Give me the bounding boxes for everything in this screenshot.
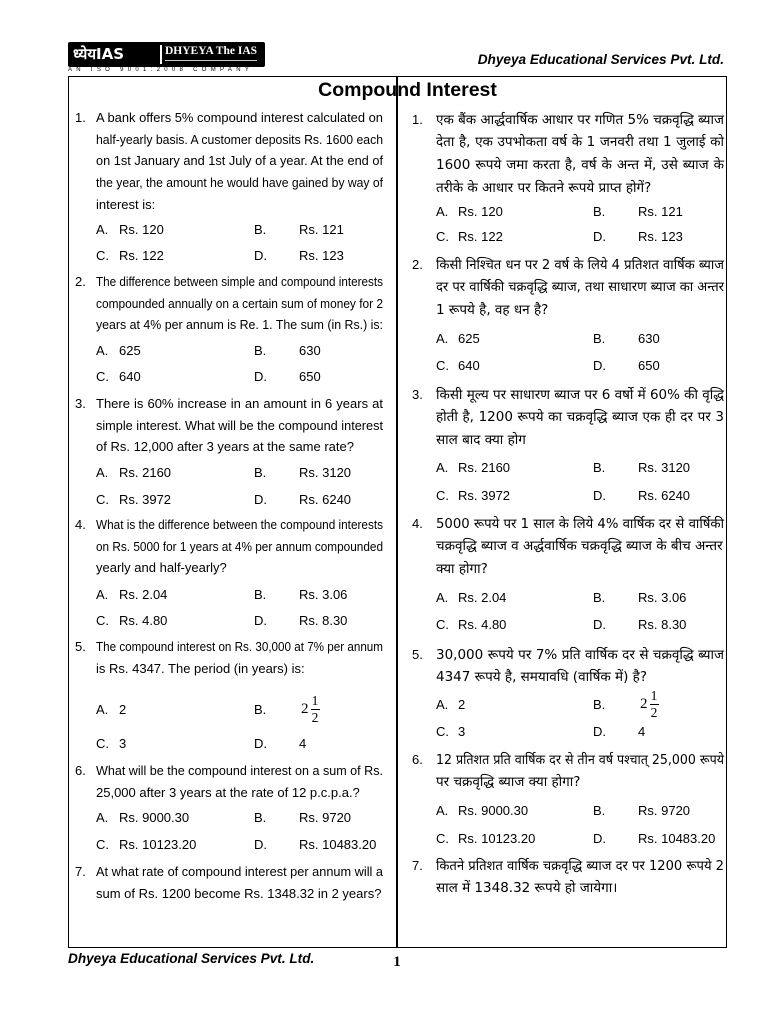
question-text-line xyxy=(96,150,383,172)
option-a xyxy=(436,201,543,223)
option-value: Rs. 122 xyxy=(458,228,503,244)
question-2 xyxy=(398,254,726,377)
option-d xyxy=(593,485,723,507)
option-label: A. xyxy=(436,802,449,818)
question-text: half-yearly basis. A customer deposits Rs. 1600 each xyxy=(96,131,383,147)
option-value: 630 xyxy=(299,342,321,358)
option-value: 625 xyxy=(458,330,480,346)
option-b xyxy=(593,201,723,223)
option-value: Rs. 8.30 xyxy=(299,612,348,628)
option-value: Rs. 123 xyxy=(299,247,344,263)
question-number: 6. xyxy=(75,763,86,779)
question-text-line xyxy=(96,415,383,437)
question-text: yearly and half-yearly? xyxy=(96,560,227,576)
option-c xyxy=(436,226,543,248)
option-value: 630 xyxy=(638,330,660,346)
option-label: C. xyxy=(436,723,449,739)
question-text-line xyxy=(436,109,724,132)
question-text-line xyxy=(96,107,383,129)
option-value: Rs. 8.30 xyxy=(638,616,687,632)
question-number: 1. xyxy=(75,110,86,126)
question-text: interest is: xyxy=(96,196,156,212)
question-text-line xyxy=(96,760,383,782)
dhyeya-ias-logo xyxy=(68,42,265,67)
fraction xyxy=(311,694,320,725)
option-label: D. xyxy=(254,612,267,628)
option-value: Rs. 10483.20 xyxy=(638,830,716,846)
option-value: Rs. 3.06 xyxy=(638,589,687,605)
question-number: 7. xyxy=(75,864,86,880)
option-value: Rs. 3972 xyxy=(458,487,511,503)
option-b xyxy=(254,340,384,362)
option-label: D. xyxy=(254,735,267,751)
option-value: 650 xyxy=(299,368,321,384)
question-6 xyxy=(398,749,726,850)
question-text: 1 रूपये है, वह धन है? xyxy=(436,302,549,319)
option-d xyxy=(254,610,384,632)
option-label: C. xyxy=(96,836,109,852)
option-d xyxy=(593,721,723,743)
question-number: 4. xyxy=(412,515,423,531)
question-1 xyxy=(398,109,726,248)
question-text: किसी मूल्य पर साधारण ब्याज पर 6 वर्षो में 60% की वृद्धि xyxy=(436,386,724,403)
option-value: Rs. 121 xyxy=(299,221,344,237)
option-label: C. xyxy=(436,487,449,503)
question-text: simple interest. What will be the compound interest xyxy=(96,417,383,433)
option-label: B. xyxy=(593,802,606,818)
option-value: 3 xyxy=(458,723,466,739)
option-b xyxy=(254,692,384,728)
option-a xyxy=(436,457,543,479)
option-value: Rs. 3120 xyxy=(638,459,691,475)
option-label: C. xyxy=(96,491,109,507)
question-number: 2. xyxy=(412,256,423,272)
question-text-line xyxy=(436,429,724,452)
question-text: होती है, 1200 रूपये का चक्रवृद्धि ब्याज एक ही दर पर 3 xyxy=(436,409,724,426)
question-text: A bank offers 5% compound interest calculated on xyxy=(96,110,383,126)
fraction-whole: 2 xyxy=(301,701,309,718)
option-c xyxy=(436,355,543,377)
option-label: B. xyxy=(593,589,606,605)
option-label: C. xyxy=(96,247,109,263)
question-6 xyxy=(68,760,396,856)
logo-divider xyxy=(160,45,162,64)
question-text: किसी निश्चित धन पर 2 वर्ष के लिये 4 प्रतिशत वार्षिक ब्याज xyxy=(436,256,724,273)
question-text: 4347 रूपये है, समयावधि (वार्षिक में) है? xyxy=(436,669,647,686)
question-text-line xyxy=(96,194,383,216)
option-value: Rs. 10483.20 xyxy=(299,836,377,852)
option-label: C. xyxy=(436,830,449,846)
question-number: 1. xyxy=(412,111,423,127)
question-text-line xyxy=(436,276,724,299)
option-label: B. xyxy=(254,586,267,602)
option-a xyxy=(96,807,204,829)
question-text: एक बैंक आर्द्धवार्षिक आधार पर गणित 5% चक्रवृद्धि ब्याज xyxy=(436,111,724,128)
question-text-line xyxy=(96,557,383,579)
option-value: 625 xyxy=(119,342,141,358)
hindi-column xyxy=(398,77,726,947)
option-c xyxy=(436,721,543,743)
question-text: The compound interest on Rs. 30,000 at 7% per annum xyxy=(96,639,383,655)
page-number: 1 xyxy=(393,954,401,970)
question-text-line xyxy=(96,129,383,151)
question-text: साल बाद क्या होग xyxy=(436,432,526,449)
option-label: B. xyxy=(593,330,606,346)
option-label: C. xyxy=(96,612,109,628)
option-b xyxy=(254,462,384,484)
question-text-line xyxy=(436,299,724,322)
option-label: B. xyxy=(593,203,606,219)
question-text-line xyxy=(96,271,383,293)
footer-company-name: Dhyeya Educational Services Pvt. Ltd. xyxy=(68,951,315,966)
question-7 xyxy=(398,855,726,901)
option-label: D. xyxy=(593,487,606,503)
option-a xyxy=(436,800,543,822)
option-d xyxy=(254,834,384,856)
question-text: 5000 रूपये पर 1 साल के लिये 4% वार्षिक दर से वार्षिकी xyxy=(436,515,724,532)
question-text-line xyxy=(96,293,383,315)
option-label: C. xyxy=(436,228,449,244)
option-label: B. xyxy=(254,342,267,358)
option-b xyxy=(254,219,384,241)
question-text: of Rs. 12,000 after 3 years at the same rate? xyxy=(96,439,354,455)
logo-certification-text: AN ISO 9001:2008 COMPANY xyxy=(68,67,254,73)
fraction-denominator: 2 xyxy=(311,710,319,726)
question-text: चक्रवृद्धि ब्याज व अर्द्धवार्षिक चक्रवृद्धि ब्याज के बीच अन्तर xyxy=(436,538,723,555)
header-company-name: Dhyeya Educational Services Pvt. Ltd. xyxy=(477,52,724,67)
question-text: What is the difference between the compound interests xyxy=(96,517,383,533)
option-value: 3 xyxy=(119,735,127,751)
option-label: C. xyxy=(436,616,449,632)
question-text: दर पर वार्षिकी चक्रवृद्धि ब्याज, तथा साधारण ब्याज का अन्तर xyxy=(436,279,724,296)
question-text: 25,000 after 3 years at the rate of 12 p.c.p.a.? xyxy=(96,784,360,800)
question-text-line xyxy=(96,782,383,804)
fraction xyxy=(650,689,659,720)
question-text-line xyxy=(436,877,724,900)
option-c xyxy=(436,828,543,850)
option-c xyxy=(96,834,204,856)
question-text: क्या होगा? xyxy=(436,561,488,578)
option-a xyxy=(96,692,204,728)
option-value: Rs. 10123.20 xyxy=(119,836,197,852)
question-text-line xyxy=(436,749,724,772)
question-text: 12 प्रतिशत प्रति वार्षिक दर से तीन वर्ष पश्चात् 25,000 रूपये xyxy=(436,751,724,768)
question-text-line xyxy=(96,536,383,558)
option-label: A. xyxy=(436,330,449,346)
question-text: पर चक्रवृद्धि ब्याज क्या होगा? xyxy=(436,774,581,791)
option-c xyxy=(436,614,543,636)
question-3 xyxy=(398,384,726,507)
question-text-line xyxy=(436,254,724,277)
page-title: Compound Interest xyxy=(318,79,497,101)
option-label: A. xyxy=(96,809,109,825)
question-text-line xyxy=(96,436,383,458)
option-a xyxy=(96,462,204,484)
question-number: 2. xyxy=(75,274,86,290)
option-d xyxy=(254,733,384,755)
option-value: Rs. 4.80 xyxy=(458,616,507,632)
option-value: 4 xyxy=(299,735,307,751)
option-value: Rs. 2.04 xyxy=(458,589,507,605)
question-text: कितने प्रतिशत वार्षिक चक्रवृद्धि ब्याज दर पर 1200 रूपये 2 xyxy=(436,857,724,874)
option-value-fraction xyxy=(638,687,659,723)
option-label: C. xyxy=(96,735,109,751)
question-text-line xyxy=(436,131,724,154)
option-d xyxy=(593,614,723,636)
option-label: B. xyxy=(593,696,606,712)
question-text-line xyxy=(436,177,724,200)
option-value: Rs. 123 xyxy=(638,228,683,244)
question-text-line xyxy=(96,861,383,883)
option-label: A. xyxy=(96,221,109,237)
question-number: 6. xyxy=(412,751,423,767)
option-label: A. xyxy=(96,464,109,480)
question-text: is Rs. 4347. The period (in years) is: xyxy=(96,660,305,676)
question-text-line xyxy=(96,658,383,680)
question-number: 4. xyxy=(75,517,86,533)
question-text-line xyxy=(436,558,724,581)
option-value: Rs. 2160 xyxy=(119,464,172,480)
option-label: A. xyxy=(436,459,449,475)
option-b xyxy=(593,687,723,723)
option-d xyxy=(254,245,384,267)
question-number: 5. xyxy=(75,639,86,655)
question-text-line xyxy=(436,666,724,689)
option-label: D. xyxy=(254,368,267,384)
option-label: B. xyxy=(254,701,267,717)
option-label: B. xyxy=(254,221,267,237)
question-text-line xyxy=(96,883,383,905)
option-value: Rs. 2160 xyxy=(458,459,511,475)
option-d xyxy=(254,366,384,388)
option-label: A. xyxy=(436,203,449,219)
question-text-line xyxy=(436,384,724,407)
fraction-denominator: 2 xyxy=(650,705,658,721)
option-label: D. xyxy=(254,836,267,852)
question-5 xyxy=(398,644,726,743)
option-label: D. xyxy=(254,247,267,263)
question-text: साल में 1348.32 रूपये हो जायेगा। xyxy=(436,880,618,897)
option-c xyxy=(96,733,204,755)
question-2 xyxy=(68,271,396,388)
question-text-line xyxy=(436,513,724,536)
question-text-line xyxy=(96,172,383,194)
question-text: 30,000 रूपये पर 7% प्रति वार्षिक दर से चक्रवृद्धि ब्याज xyxy=(436,646,724,663)
question-text-line xyxy=(436,535,724,558)
option-value-fraction xyxy=(299,692,320,728)
option-d xyxy=(593,355,723,377)
option-label: D. xyxy=(593,616,606,632)
option-d xyxy=(593,226,723,248)
option-value: Rs. 9000.30 xyxy=(458,802,529,818)
question-text-line xyxy=(436,771,724,794)
option-label: B. xyxy=(593,459,606,475)
option-a xyxy=(436,687,543,723)
option-label: D. xyxy=(593,228,606,244)
option-a xyxy=(96,584,204,606)
question-text: तरीके के आधार पर कितने रूपये प्राप्त होगें? xyxy=(436,179,652,196)
question-text: What will be the compound interest on a sum of Rs. xyxy=(96,763,383,779)
option-value: Rs. 10123.20 xyxy=(458,830,536,846)
option-value: Rs. 9720 xyxy=(299,809,352,825)
option-value: Rs. 9720 xyxy=(638,802,691,818)
option-c xyxy=(96,245,204,267)
question-7 xyxy=(68,861,396,904)
question-text: 1600 रूपये जमा करता है, वर्ष के अन्त में, उसे ब्याज के xyxy=(436,157,724,174)
option-value: Rs. 121 xyxy=(638,203,683,219)
fraction-whole: 2 xyxy=(640,696,648,713)
logo-english-wordmark: DHYEYA The IAS xyxy=(165,45,258,57)
question-text: The difference between simple and compound interests xyxy=(96,274,383,290)
question-text: the year, the amount he would have gained by way of xyxy=(96,174,383,190)
option-a xyxy=(436,328,543,350)
question-text-line xyxy=(436,406,724,429)
english-column xyxy=(68,77,396,947)
option-value: Rs. 120 xyxy=(458,203,503,219)
question-text-line xyxy=(96,314,383,336)
question-text: sum of Rs. 1200 become Rs. 1348.32 in 2 years? xyxy=(96,885,382,901)
question-text: on 1st January and 1st July of a year. At the end of xyxy=(96,153,383,169)
question-4 xyxy=(68,514,396,632)
option-b xyxy=(593,800,723,822)
option-label: A. xyxy=(96,342,109,358)
option-value: 2 xyxy=(458,696,466,712)
question-text-line xyxy=(436,154,724,177)
question-text: At what rate of compound interest per annum will a xyxy=(96,864,383,880)
option-label: D. xyxy=(593,723,606,739)
option-label: B. xyxy=(254,809,267,825)
question-5 xyxy=(68,636,396,755)
question-text-line xyxy=(96,636,383,658)
option-label: C. xyxy=(436,357,449,373)
option-a xyxy=(96,340,204,362)
option-c xyxy=(96,489,204,511)
option-value: Rs. 4.80 xyxy=(119,612,168,628)
fraction-numerator: 1 xyxy=(311,693,319,709)
option-value: Rs. 3120 xyxy=(299,464,352,480)
question-number: 7. xyxy=(412,857,423,873)
option-c xyxy=(96,610,204,632)
option-label: A. xyxy=(96,701,109,717)
fraction-numerator: 1 xyxy=(650,688,658,704)
option-b xyxy=(593,328,723,350)
question-number: 3. xyxy=(412,386,423,402)
question-text: compounded annually on a certain sum of money for 2 xyxy=(96,295,383,311)
option-value: 2 xyxy=(119,701,127,717)
question-4 xyxy=(398,513,726,636)
option-value: 640 xyxy=(458,357,480,373)
question-text: There is 60% increase in an amount in 6 years at xyxy=(96,396,383,412)
option-value: Rs. 9000.30 xyxy=(119,809,190,825)
option-b xyxy=(593,457,723,479)
option-value: Rs. 3972 xyxy=(119,491,172,507)
question-text: on Rs. 5000 for 1 years at 4% per annum compounded xyxy=(96,538,383,554)
logo-tagline-rule xyxy=(165,60,257,61)
option-label: A. xyxy=(436,696,449,712)
option-value: Rs. 6240 xyxy=(299,491,352,507)
option-c xyxy=(436,485,543,507)
option-label: D. xyxy=(593,830,606,846)
option-value: Rs. 3.06 xyxy=(299,586,348,602)
option-a xyxy=(96,219,204,241)
option-d xyxy=(254,489,384,511)
option-c xyxy=(96,366,204,388)
question-number: 3. xyxy=(75,396,86,412)
question-text-line xyxy=(436,855,724,878)
option-value: 640 xyxy=(119,368,141,384)
option-label: B. xyxy=(254,464,267,480)
option-value: Rs. 2.04 xyxy=(119,586,168,602)
option-value: Rs. 120 xyxy=(119,221,164,237)
option-value: Rs. 6240 xyxy=(638,487,691,503)
question-text-line xyxy=(436,644,724,667)
question-text-line xyxy=(96,514,383,536)
option-label: D. xyxy=(593,357,606,373)
logo-hindi-wordmark: ध्येयIAS xyxy=(73,45,125,63)
option-b xyxy=(593,587,723,609)
option-value: 650 xyxy=(638,357,660,373)
option-b xyxy=(254,807,384,829)
option-label: C. xyxy=(96,368,109,384)
option-d xyxy=(593,828,723,850)
option-b xyxy=(254,584,384,606)
question-text: years at 4% per annum is Re. 1. The sum (in Rs.) is: xyxy=(96,317,383,333)
option-label: D. xyxy=(254,491,267,507)
option-label: A. xyxy=(436,589,449,605)
option-a xyxy=(436,587,543,609)
question-number: 5. xyxy=(412,646,423,662)
question-text-line xyxy=(96,393,383,415)
question-3 xyxy=(68,393,396,511)
option-value: 4 xyxy=(638,723,646,739)
question-1 xyxy=(68,107,396,267)
option-value: Rs. 122 xyxy=(119,247,164,263)
question-text: देता है, एक उपभोकता वर्ष के 1 जनवरी तथा 1 जुलाई को xyxy=(436,134,724,151)
option-label: A. xyxy=(96,586,109,602)
